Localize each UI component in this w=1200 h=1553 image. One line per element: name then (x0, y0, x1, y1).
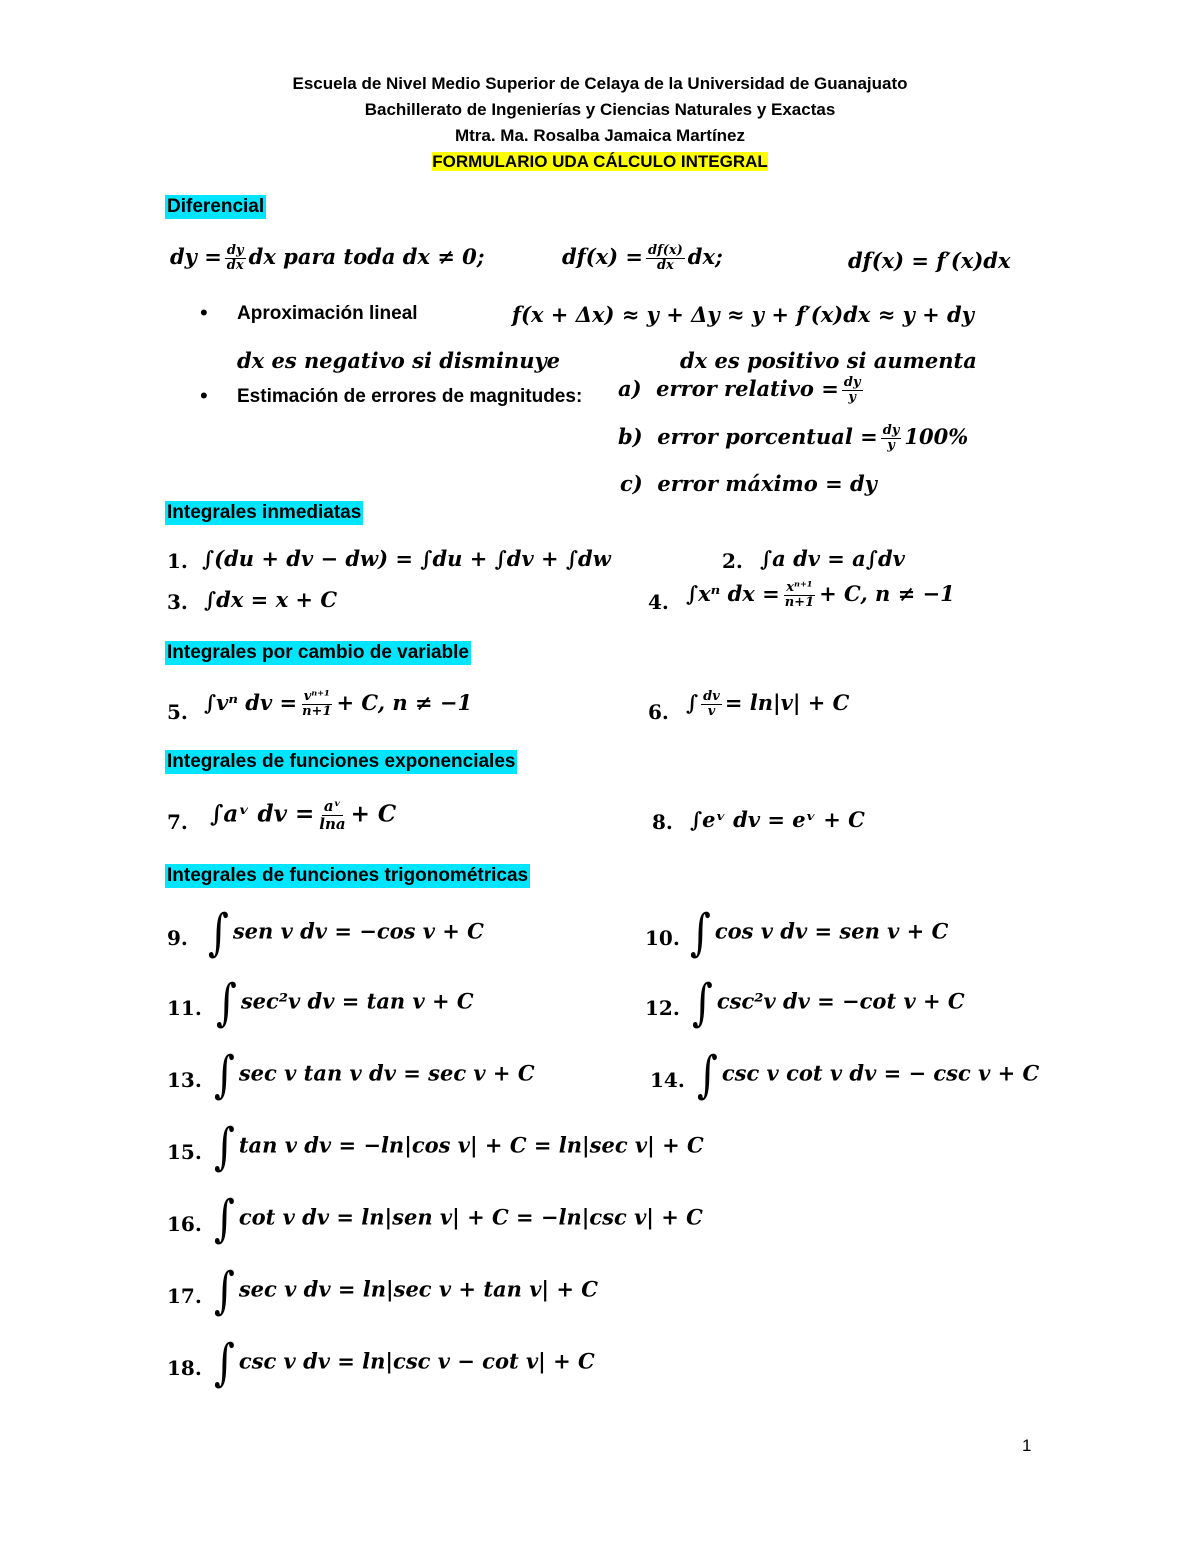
document-title: FORMULARIO UDA CÁLCULO INTEGRAL (432, 152, 768, 171)
formula-14: ∫ csc v cot v dv = − csc v + C (697, 1046, 1040, 1104)
formula-number: 13. (167, 1068, 202, 1092)
text-dx-negative: dx es negativo si disminuye (237, 348, 561, 373)
formula-number: 11. (167, 996, 202, 1020)
formula-15: ∫ tan v dv = −ln|cos v| + C = ln|sec v| + C (214, 1118, 704, 1176)
formula-2: ∫a dv = a∫dv (760, 546, 905, 571)
section-heading-cambio-variable: Integrales por cambio de variable (167, 642, 469, 663)
formula-dfx-derivative: df(x) = f′(x)dx (848, 248, 1011, 273)
integral-sign: ∫ (692, 974, 713, 1032)
formula-1: ∫(du + dv − dw) = ∫du + ∫dv + ∫dw (202, 546, 611, 571)
section-heading-diferencial: Diferencial (167, 196, 265, 217)
header-program: Bachillerato de Ingenierías y Ciencias Naturales y Exactas (364, 100, 836, 119)
formula-linear-approx: f(x + Δx) ≈ y + Δy ≈ y + f′(x)dx ≈ y + dy (512, 302, 974, 327)
formula-number: 4. (648, 590, 669, 614)
formula-number: 5. (167, 700, 188, 724)
formula-7: ∫aᵛ dv = $\frac{\text{aᵛ}}{\ln a}$ + C (210, 797, 397, 833)
formula-number: 17. (167, 1284, 202, 1308)
formula-11: ∫ sec²v dv = tan v + C (216, 974, 474, 1032)
formula-number: 2. (722, 549, 743, 573)
formula-number: 12. (645, 996, 680, 1020)
header-teacher: Mtra. Ma. Rosalba Jamaica Martínez (454, 126, 746, 145)
formula-max-error: c) error máximo = dy (620, 471, 877, 496)
formula-17: ∫ sec v dv = ln|sec v + tan v| + C (214, 1262, 598, 1320)
integral-sign: ∫ (697, 1046, 718, 1104)
integral-sign: ∫ (214, 1190, 235, 1248)
bullet-icon: • (200, 300, 208, 325)
integral-sign: ∫ (208, 904, 229, 962)
formula-relative-error: a) error relativo = $\frac{dy}{y}$ (618, 375, 861, 405)
integral-sign: ∫ (214, 1118, 235, 1176)
section-heading-inmediatas: Integrales inmediatas (167, 502, 362, 523)
formula-10: ∫ cos v dv = sen v + C (690, 904, 949, 962)
formula-number: 3. (167, 590, 188, 614)
formula-number: 6. (648, 700, 669, 724)
formula-dy: dy = $\frac{dy}{dx}$ dx para toda dx ≠ 0; (170, 243, 485, 273)
formula-6: ∫ $\frac{dv}{v}$ = ln|v| + C (686, 689, 850, 719)
formula-5: ∫vⁿ dv = $\frac{\text{vⁿ⁺¹}}{n+1}$ + C, n ≠ −1 (204, 689, 473, 719)
text-dx-positive: dx es positivo si aumenta (680, 348, 977, 373)
document-title-row (0, 152, 1200, 172)
bullet-linear-approx-label: Aproximación lineal (237, 303, 418, 324)
formula-4: ∫xⁿ dx = $\frac{\text{xⁿ⁺¹}}{n+1}$ + C, n ≠ −1 (686, 580, 955, 610)
header-school: Escuela de Nivel Medio Superior de Celaya de la Universidad de Guanajuato (292, 74, 908, 93)
formula-number: 7. (167, 810, 188, 834)
formula-16: ∫ cot v dv = ln|sen v| + C = −ln|csc v| + C (214, 1190, 703, 1248)
page-number: 1 (1022, 1436, 1032, 1455)
formula-number: 15. (167, 1140, 202, 1164)
formula-number: 10. (645, 926, 680, 950)
formula-number: 18. (167, 1356, 202, 1380)
formula-percent-error: b) error porcentual = $\frac{dy}{y}$ 100% (618, 423, 969, 453)
formula-9: ∫ sen v dv = −cos v + C (208, 904, 484, 962)
formula-12: ∫ csc²v dv = −cot v + C (692, 974, 965, 1032)
bullet-icon: • (200, 383, 208, 408)
bullet-error-estimation-label: Estimación de errores de magnitudes: (237, 386, 583, 407)
formula-dfx: df(x) = $\frac{df(x)}{dx}$ dx; (562, 243, 723, 273)
formula-3: ∫dx = x + C (204, 587, 338, 612)
formula-13: ∫ sec v tan v dv = sec v + C (214, 1046, 535, 1104)
section-heading-trigonometricas: Integrales de funciones trigonométricas (167, 865, 529, 886)
formula-18: ∫ csc v dv = ln|csc v − cot v| + C (214, 1334, 595, 1392)
formula-number: 16. (167, 1212, 202, 1236)
integral-sign: ∫ (690, 904, 711, 962)
formula-number: 9. (167, 926, 188, 950)
integral-sign: ∫ (214, 1262, 235, 1320)
formula-number: 14. (650, 1068, 685, 1092)
integral-sign: ∫ (214, 1334, 235, 1392)
formula-number: 1. (167, 549, 188, 573)
formula-8: ∫eᵛ dv = eᵛ + C (690, 807, 865, 832)
integral-sign: ∫ (216, 974, 237, 1032)
formula-number: 8. (652, 810, 673, 834)
integral-sign: ∫ (214, 1046, 235, 1104)
section-heading-exponenciales: Integrales de funciones exponenciales (167, 751, 516, 772)
